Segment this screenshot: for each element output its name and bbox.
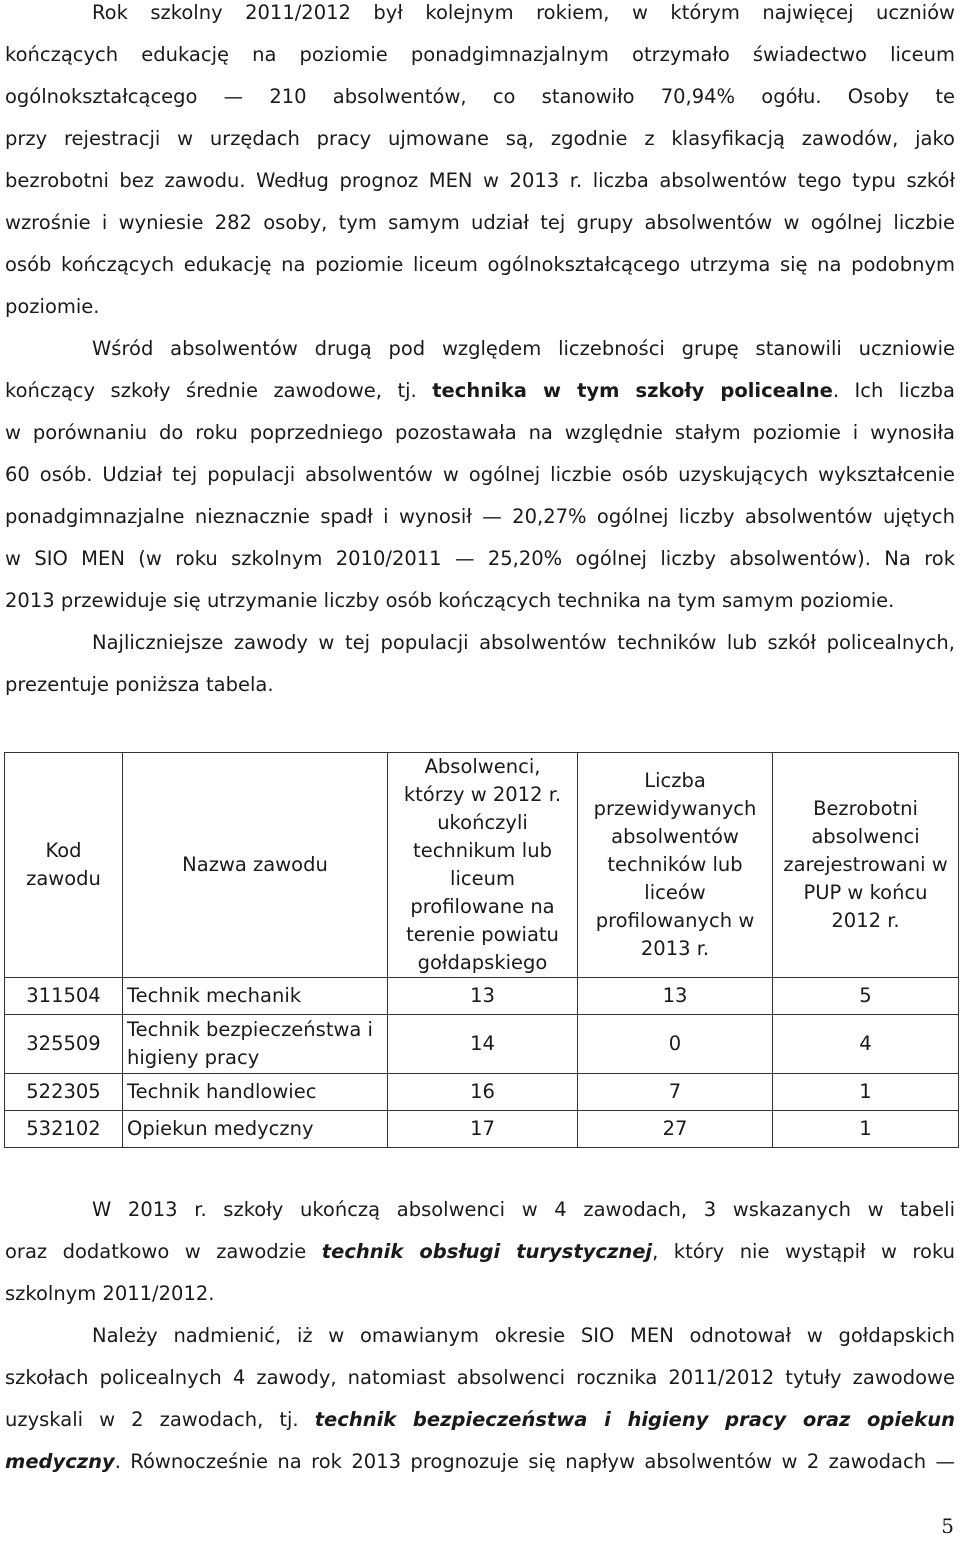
cell-graduates: 14 (388, 1015, 578, 1074)
para2-line2 (5, 370, 955, 412)
para4-line2-end: , który nie wystąpił w roku (652, 1240, 956, 1263)
para1-line7: osób kończących edukację na poziomie liceum ogólnokształcącego utrzyma się na podobnym (5, 253, 955, 276)
para4-line3: szkolnym 2011/2012. (5, 1282, 215, 1305)
cell-graduates: 17 (388, 1111, 578, 1148)
header-name: Nazwa zawodu (123, 753, 388, 978)
para1-line4: przy rejestracji w urzędach pracy ujmowane są, zgodnie z klasyfikacją zawodów, jako (5, 127, 955, 150)
para1-line3: ogólnokształcącego — 210 absolwentów, co stanowiło 70,94% ogółu. Osoby te (5, 85, 955, 108)
para5-line3-start: uzyskali w 2 zawodach, tj. (5, 1408, 315, 1431)
page-number: 5 (941, 1514, 954, 1538)
cell-unemployed: 1 (773, 1111, 959, 1148)
para5-line1: Należy nadmienić, iż w omawianym okresie SIO MEN odnotował w gołdapskich (92, 1324, 955, 1347)
cell-code: 311504 (5, 978, 123, 1015)
para4-line1: W 2013 r. szkoły ukończą absolwenci w 4 zawodach, 3 wskazanych w tabeli (92, 1198, 955, 1221)
cell-name: Technik handlowiec (123, 1074, 388, 1111)
para1-line6: wzrośnie i wyniesie 282 osoby, tym samym udział tej grupy absolwentów w ogólnej liczbie (5, 211, 955, 234)
table-row (5, 1111, 959, 1148)
cell-unemployed: 5 (773, 978, 959, 1015)
header-graduates: Absolwenci, którzy w 2012 r. ukończyli technikum lub liceum profilowane na terenie powiatu gołdapskiego (388, 753, 578, 978)
cell-graduates: 16 (388, 1074, 578, 1111)
para4-emphasis: technik obsługi turystycznej (321, 1240, 653, 1263)
para2-line5: ponadgimnazjalne nieznacznie spadł i wynosił — 20,27% ogólnej liczby absolwentów ujętych (5, 505, 955, 528)
table-header-row (5, 753, 959, 978)
cell-forecast: 27 (578, 1111, 773, 1148)
cell-unemployed: 1 (773, 1074, 959, 1111)
cell-code: 532102 (5, 1111, 123, 1148)
cell-code: 325509 (5, 1015, 123, 1074)
para5-emphasis-end: medyczny (5, 1450, 115, 1473)
para5-line4 (5, 1441, 955, 1483)
para5-line4-end: . Równocześnie na rok 2013 prognozuje się napływ absolwentów w 2 zawodach — (114, 1450, 955, 1473)
para2-line1: Wśród absolwentów drugą pod względem liczebności grupę stanowili uczniowie (92, 337, 955, 360)
para3-line2: prezentuje poniższa tabela. (5, 673, 274, 696)
para1-line2: kończących edukację na poziomie ponadgimnazjalnym otrzymało świadectwo liceum (5, 43, 955, 66)
para5-line3 (5, 1399, 955, 1441)
cell-unemployed: 4 (773, 1015, 959, 1074)
cell-name: Opiekun medyczny (123, 1111, 388, 1148)
cell-name: Technik mechanik (123, 978, 388, 1015)
para2-line2-end: . Ich liczba (832, 379, 955, 402)
para2-emphasis: technika w tym szkoły policealne (432, 379, 833, 402)
para2-line4: 60 osób. Udział tej populacji absolwentów w ogólnej liczbie osób uzyskujących wykształcenie (5, 463, 955, 486)
para1-line8: poziomie. (5, 295, 100, 318)
header-unemployed: Bezrobotni absolwenci zarejestrowani w PUP w końcu 2012 r. (773, 753, 959, 978)
para4-line2-start: oraz dodatkowo w zawodzie (5, 1240, 322, 1263)
table-row (5, 978, 959, 1015)
para1-line5: bezrobotni bez zawodu. Według prognoz MEN w 2013 r. liczba absolwentów tego typu szkół (5, 169, 955, 192)
para4-line2 (5, 1231, 955, 1273)
para2-line7: 2013 przewiduje się utrzymanie liczby osób kończących technika na tym samym poziomie. (5, 589, 895, 612)
cell-code: 522305 (5, 1074, 123, 1111)
table-row (5, 1074, 959, 1111)
para5-line2: szkołach policealnych 4 zawody, natomiast absolwenci rocznika 2011/2012 tytuły zawodowe (5, 1366, 955, 1389)
cell-forecast: 7 (578, 1074, 773, 1111)
cell-graduates: 13 (388, 978, 578, 1015)
para3-line1: Najliczniejsze zawody w tej populacji absolwentów techników lub szkół policealnych, (92, 631, 955, 654)
professions-table (4, 752, 959, 1148)
header-code: Kod zawodu (5, 753, 123, 978)
para2-line6: w SIO MEN (w roku szkolnym 2010/2011 — 25,20% ogólnej liczby absolwentów). Na rok (5, 547, 955, 570)
table-row (5, 1015, 959, 1074)
header-forecast: Liczba przewidywanych absolwentów techników lub liceów profilowanych w 2013 r. (578, 753, 773, 978)
para2-line3: w porównaniu do roku poprzedniego pozostawała na względnie stałym poziomie i wynosiła (5, 421, 955, 444)
cell-forecast: 13 (578, 978, 773, 1015)
para2-line2-start: kończący szkoły średnie zawodowe, tj. (5, 379, 433, 402)
para1-line1: Rok szkolny 2011/2012 był kolejnym rokiem, w którym najwięcej uczniów (92, 1, 955, 24)
cell-forecast: 0 (578, 1015, 773, 1074)
cell-name: Technik bezpieczeństwa i higieny pracy (123, 1015, 388, 1074)
para5-emphasis: technik bezpieczeństwa i higieny pracy oraz opiekun (314, 1408, 956, 1431)
